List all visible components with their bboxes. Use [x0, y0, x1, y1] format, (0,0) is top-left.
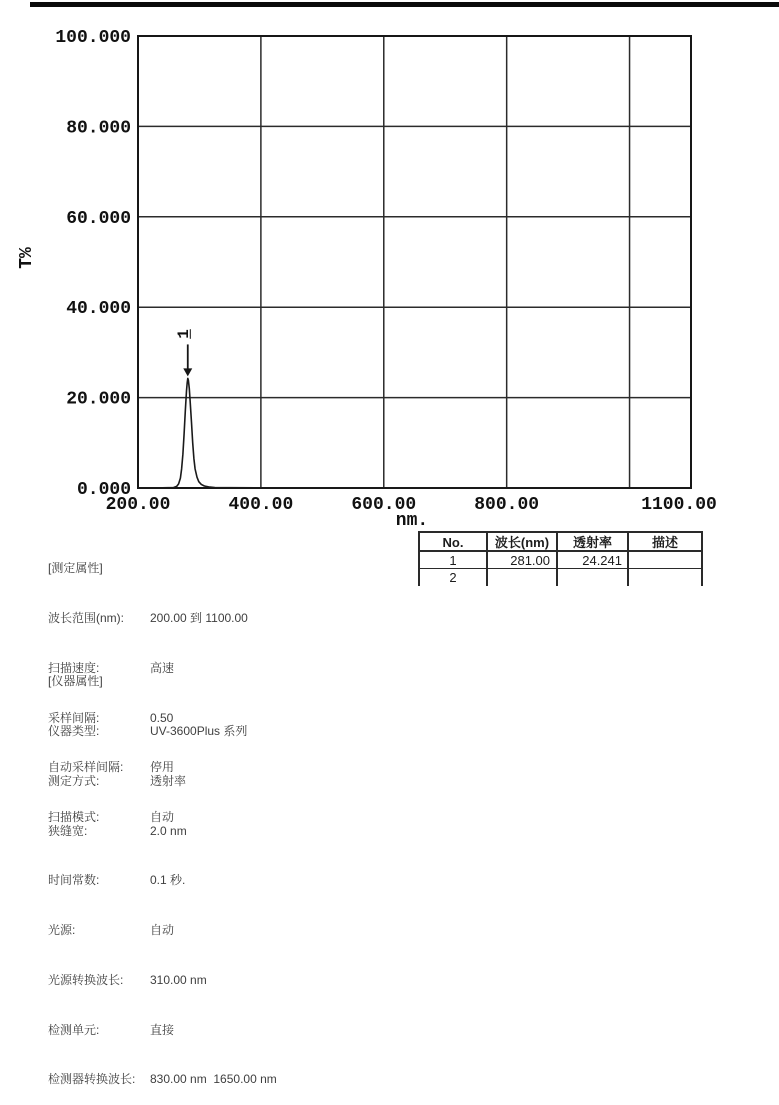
meta-label: 狭缝宽:	[48, 823, 88, 838]
meta-label: 检测单元:	[48, 1022, 100, 1037]
peak-transmittance-cell	[558, 569, 629, 586]
y-tick-label: 40.000	[66, 299, 131, 320]
measurement-properties-header: [测定属性]	[48, 561, 103, 576]
meta-value: 自动	[150, 810, 175, 825]
meta-value: 2.0 nm	[150, 823, 187, 838]
meta-label: 波长范围(nm):	[48, 610, 124, 625]
peak-table-row-2	[420, 569, 701, 586]
peak-table-header-wavelength: 波长(nm)	[488, 533, 558, 552]
x-tick-label: 400.00	[228, 495, 294, 515]
peak-no-cell: 2	[420, 569, 488, 586]
meta-label: 光源转换波长:	[48, 972, 124, 987]
meta-row-instrument-type	[48, 723, 277, 740]
peak-description-cell	[629, 569, 701, 586]
y-tick-label: 60.000	[66, 208, 131, 229]
meta-label: 检测器转换波长:	[48, 1072, 136, 1087]
meta-row-source-switch-wavelength	[48, 972, 277, 989]
peak-wavelength-cell: 281.00	[488, 552, 558, 569]
peak-table-header-transmittance: 透射率	[558, 533, 629, 552]
meta-value: 高速	[150, 660, 175, 675]
meta-label: 采样间隔:	[48, 710, 100, 725]
meta-label: 时间常数:	[48, 873, 100, 888]
meta-value: 透射率	[150, 773, 187, 788]
x-tick-label: 600.00	[351, 495, 417, 515]
peak-table-header-description: 描述	[629, 533, 701, 552]
spectrum-chart	[0, 0, 779, 530]
peak-annotation-label: 1	[174, 329, 193, 340]
plot-border	[138, 36, 691, 488]
meta-row-detector-switch-wavelength	[48, 1071, 277, 1088]
meta-label: 扫描模式:	[48, 810, 100, 825]
meta-label: 测定方式:	[48, 773, 100, 788]
peak-description-cell	[629, 552, 701, 569]
meta-row-wavelength-range	[48, 610, 248, 627]
meta-label: 自动采样间隔:	[48, 760, 124, 775]
spectrum-curve	[138, 378, 691, 487]
peak-table	[418, 531, 703, 586]
peak-arrow-head	[183, 368, 192, 376]
x-tick-label: 800.00	[474, 495, 540, 515]
y-tick-label: 20.000	[66, 389, 131, 410]
x-tick-label: 1100.00	[641, 495, 717, 515]
meta-row-measuring-mode	[48, 773, 277, 790]
peak-table-header-row	[420, 533, 701, 552]
x-axis-title: nm.	[395, 511, 429, 531]
meta-row-light-source	[48, 922, 277, 939]
meta-label: 仪器类型:	[48, 723, 100, 738]
meta-value: 830.00 nm 1650.00 nm	[150, 1072, 277, 1087]
peak-wavelength-cell	[488, 569, 558, 586]
peak-table-row-1	[420, 552, 701, 569]
meta-label: 光源:	[48, 923, 76, 938]
peak-transmittance-cell: 24.241	[558, 552, 629, 569]
meta-row-time-constant	[48, 872, 277, 889]
peak-no-cell: 1	[420, 552, 488, 569]
y-tick-label: 80.000	[66, 118, 131, 139]
y-tick-label: 100.000	[55, 28, 131, 48]
y-tick-label: 0.000	[76, 480, 131, 500]
meta-value: 0.50	[150, 710, 174, 725]
meta-value: 0.1 秒.	[150, 873, 186, 888]
peak-table-header-no: No.	[420, 533, 488, 552]
meta-value: 自动	[150, 923, 175, 938]
instrument-properties-block	[48, 640, 277, 1105]
meta-row-slit-width	[48, 823, 277, 840]
meta-value: 200.00 到 1100.00	[150, 610, 248, 625]
instrument-properties-header: [仪器属性]	[48, 674, 103, 689]
y-axis-title: T%	[16, 247, 37, 269]
meta-row-detector-unit	[48, 1022, 277, 1039]
meta-value: 310.00 nm	[150, 972, 207, 987]
meta-label: 扫描速度:	[48, 660, 100, 675]
meta-value: 直接	[150, 1022, 175, 1037]
meta-value: UV-3600Plus 系列	[150, 723, 248, 738]
meta-value: 停用	[150, 760, 175, 775]
x-tick-label: 200.00	[105, 495, 171, 515]
